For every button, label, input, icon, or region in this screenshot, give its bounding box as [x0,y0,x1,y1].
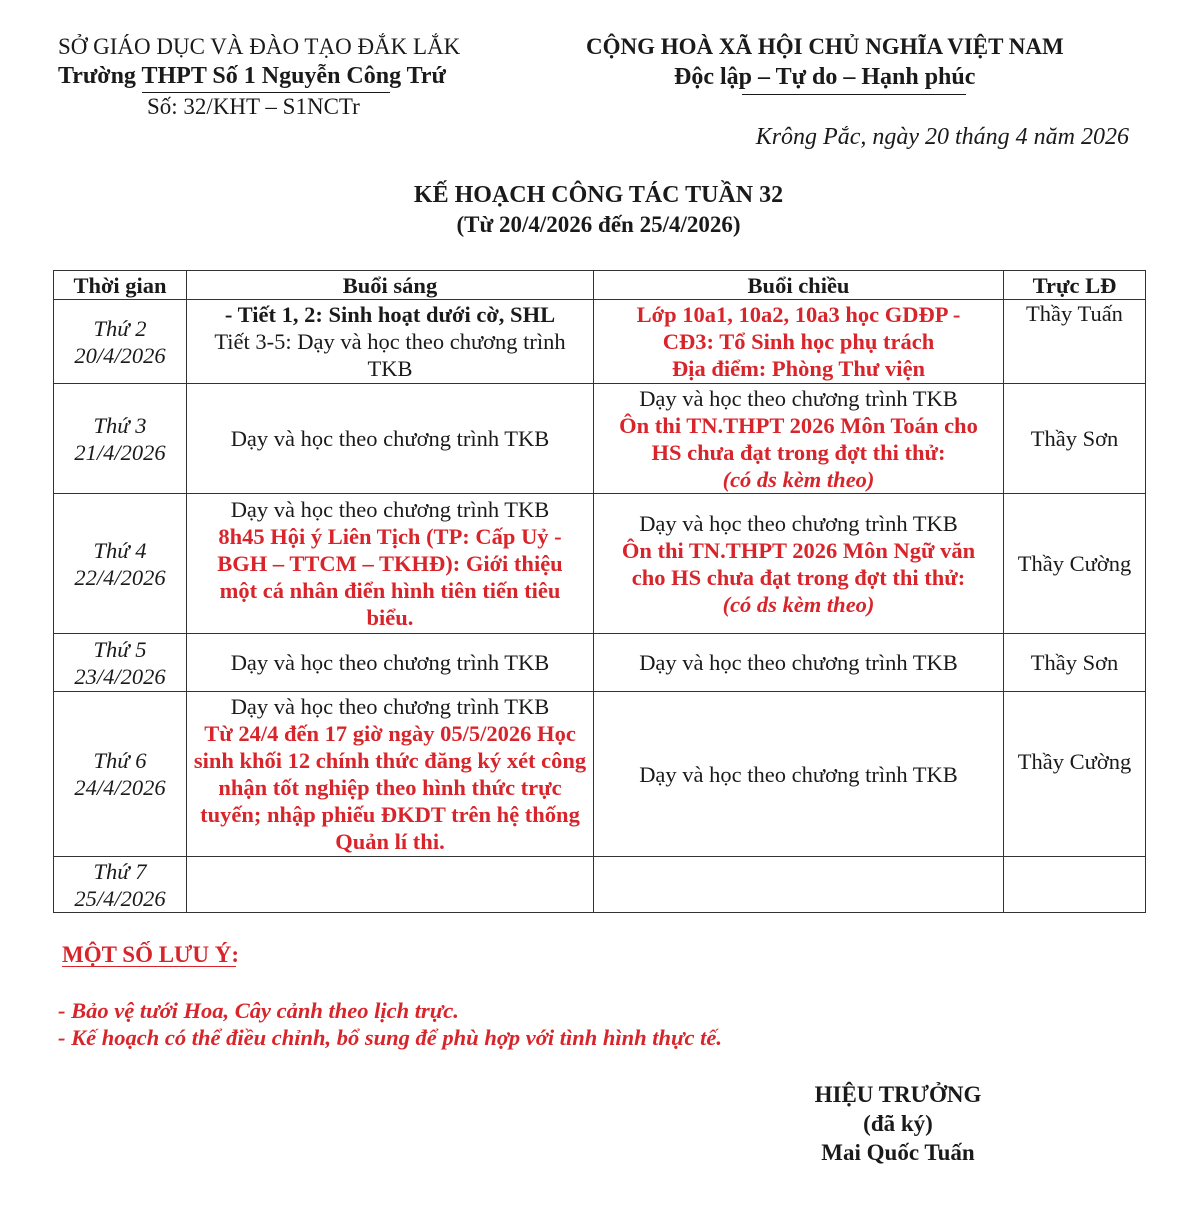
day-cell [54,857,187,913]
morning-cell [187,692,594,857]
morning-item: Từ 24/4 đến 17 giờ ngày 05/5/2026 Học sinh khối 12 chính thức đăng ký xét công nhận tốt nghiệp theo hình thức trực tuyến; nhập phiếu ĐKDT trên hệ thống Quản lí thi. [193,721,587,854]
day-cell [54,494,187,634]
table-row [54,300,1146,384]
school-underline [142,92,390,93]
note-item: - Kế hoạch có thể điều chỉnh, bổ sung để phù hợp với tình hình thực tế. [58,1025,723,1050]
duty-cell: Thầy Cường [1004,494,1146,634]
duty-cell: Thầy Sơn [1004,634,1146,692]
motto-underline [742,94,966,95]
morning-cell [187,494,594,634]
afternoon-item: Dạy và học theo chương trình TKB [639,761,958,787]
day-date: 25/4/2026 [74,885,166,911]
day-date: 21/4/2026 [74,439,166,465]
document-title: KẾ HOẠCH CÔNG TÁC TUẦN 32 [413,182,784,208]
afternoon-item: Dạy và học theo chương trình TKB [639,385,958,411]
day-cell [54,300,187,384]
header-morning: Buổi sáng [187,271,594,300]
day-date: 23/4/2026 [74,663,166,689]
morning-item: Dạy và học theo chương trình TKB [230,694,550,719]
signature-status: (đã ký) [863,1111,933,1136]
afternoon-item: Địa điểm: Phòng Thư viện [671,356,926,381]
signer-role: HIỆU TRƯỞNG [814,1082,982,1107]
afternoon-item: Dạy và học theo chương trình TKB [639,650,958,675]
afternoon-item: (có ds kèm theo) [722,591,875,617]
morning-item: Dạy và học theo chương trình TKB [230,497,550,522]
notes-title-underline [62,966,236,967]
day-cell [54,384,187,494]
morning-cell [187,857,594,913]
day-cell [54,692,187,857]
signature-block [780,1080,1016,1167]
national-motto: Độc lập – Tự do – Hạnh phúc [674,64,976,90]
table-row [54,857,1146,913]
national-title: CỘNG HOÀ XÃ HỘI CHỦ NGHĨA VIỆT NAM [586,34,1064,59]
morning-item: - Tiết 1, 2: Sinh hoạt dưới cờ, SHL [224,302,556,327]
morning-cell [187,634,594,692]
afternoon-cell [594,300,1004,384]
duty-cell: Thầy Tuấn [1004,300,1146,384]
document-subtitle: (Từ 20/4/2026 đến 25/4/2026) [456,212,741,237]
table-row [54,384,1146,494]
morning-cell [187,300,594,384]
day-name: Thứ 7 [93,858,147,884]
place-and-date: Krông Pắc, ngày 20 tháng 4 năm 2026 [755,124,1129,150]
header-afternoon: Buổi chiều [594,271,1004,300]
afternoon-item: (có ds kèm theo) [722,466,875,492]
day-name: Thứ 5 [93,636,147,662]
day-name: Thứ 4 [93,537,147,563]
afternoon-cell [594,494,1004,634]
duty-cell [1004,857,1146,913]
table-header-row [54,271,1146,300]
morning-item: 8h45 Hội ý Liên Tịch (TP: Cấp Uỷ - BGH – TTCM – TKHĐ): Giới thiệu một cá nhân điển hình tiên tiến tiêu biểu. [217,524,563,630]
day-name: Thứ 2 [93,315,147,341]
afternoon-cell [594,692,1004,857]
morning-item: Dạy và học theo chương trình TKB [230,650,550,675]
school-name: Trường THPT Số 1 Nguyễn Công Trứ [58,63,446,89]
day-name: Thứ 3 [93,412,147,438]
afternoon-item: Dạy và học theo chương trình TKB [639,510,958,536]
header-time: Thời gian [54,271,187,300]
morning-item: Dạy và học theo chương trình TKB [230,426,550,451]
morning-item: Tiết 3-5: Dạy và học theo chương trình TKB [214,329,566,381]
table-row [54,692,1146,857]
note-item: - Bảo vệ tưới Hoa, Cây cảnh theo lịch trực. [58,998,459,1023]
afternoon-cell [594,384,1004,494]
afternoon-cell [594,857,1004,913]
duty-cell: Thầy Sơn [1004,384,1146,494]
day-name: Thứ 6 [93,748,147,773]
afternoon-item: Ôn thi TN.THPT 2026 Môn Toán cho HS chưa đạt trong đợt thi thử: [619,412,978,465]
department-name: SỞ GIÁO DỤC VÀ ĐÀO TẠO ĐẮK LẮK [58,34,461,59]
header-duty: Trực LĐ [1004,271,1146,300]
morning-cell [187,384,594,494]
table-row [54,494,1146,634]
day-date: 22/4/2026 [74,564,166,590]
table-row [54,634,1146,692]
duty-cell: Thầy Cường [1004,692,1146,857]
day-date: 20/4/2026 [74,342,166,368]
notes-title: MỘT SỐ LƯU Ý: [62,942,239,967]
signer-name: Mai Quốc Tuấn [821,1140,975,1165]
document-number: Số: 32/KHT – S1NCTr [147,94,360,119]
afternoon-cell [594,634,1004,692]
weekly-schedule-table [53,270,1146,913]
afternoon-item: Lớp 10a1, 10a2, 10a3 học GDĐP - CĐ3: Tổ Sinh học phụ trách [636,302,961,354]
day-cell [54,634,187,692]
afternoon-item: Ôn thi TN.THPT 2026 Môn Ngữ văn cho HS chưa đạt trong đợt thi thử: [621,537,976,590]
day-date: 24/4/2026 [74,775,166,800]
